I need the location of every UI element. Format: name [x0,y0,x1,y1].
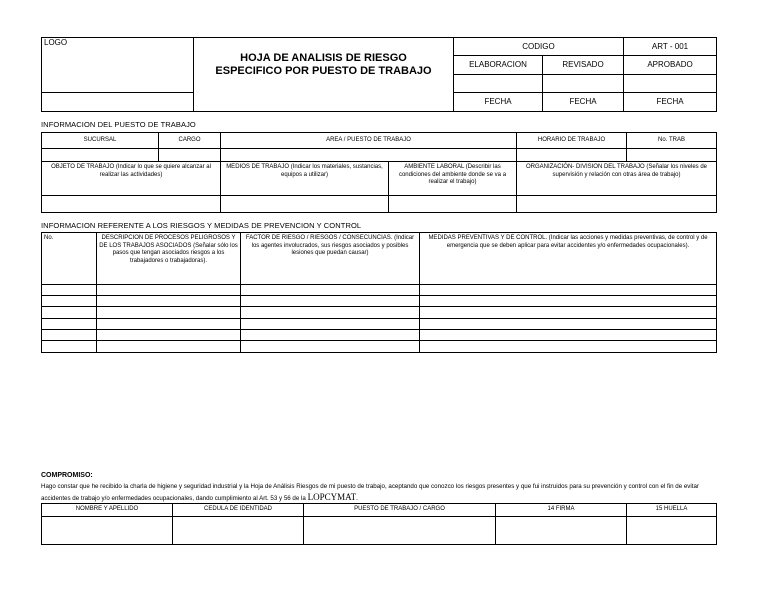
col-no: No. [42,233,97,285]
compromiso-title: COMPROMISO: [41,472,93,479]
objeto-label: OBJETO DE TRABAJO (Indicar lo que se quiere alcanzar al realizar las actividades) [42,162,221,196]
document-title [194,38,454,93]
riesgos-table [41,232,717,353]
title-line-2: ESPECIFICO POR PUESTO DE TRABAJO [215,65,432,78]
compromiso-end: . [356,495,358,502]
col-horario: HORARIO DE TRABAJO [517,133,627,149]
section-title-riesgos: INFORMACION REFERENTE A LOS RIESGOS Y MEDIDAS DE PREVENCION Y CONTROL [41,221,362,230]
sucursal-field [42,149,159,162]
organizacion-label: ORGANIZACIÓN- DIVISION DEL TRABAJO (Señalar los niveles de supervisión y relación con otras área de trabajo) [517,162,717,196]
huella-field [627,517,717,545]
table-row [42,296,97,307]
fecha-label-1: FECHA [454,93,543,112]
table-row [42,319,97,330]
medios-label: MEDIOS DE TRABAJO (Indicar los materiales, sustancias, equipos a utilizar) [221,162,389,196]
col-firma: 14 FIRMA [496,504,627,517]
puesto-field [304,517,496,545]
codigo-label: CODIGO [454,38,624,56]
no-trab-field [627,149,717,162]
col-nombre: NOMBRE Y APELLIDO [42,504,173,517]
title-bottom [194,93,454,112]
logo-label: LOGO [44,38,68,47]
table-row [42,285,97,296]
firma-table [41,503,717,545]
col-cedula: CEDULA DE IDENTIDAD [173,504,304,517]
compromiso-law: LOPCYMAT [307,492,357,502]
medios-field [221,196,389,213]
col-huella: 15 HUELLA [627,504,717,517]
horario-field [517,149,627,162]
logo-bottom [42,93,194,112]
title-line-1: HOJA DE ANALISIS DE RIESGO [240,52,407,65]
col-cargo: CARGO [159,133,221,149]
compromiso-text [41,481,721,504]
ambiente-field [389,196,517,213]
revisado-label: REVISADO [543,56,624,75]
area-field [221,149,517,162]
revisado-blank [543,75,624,93]
section-title-puesto: INFORMACION DEL PUESTO DE TRABAJO [41,120,196,129]
puesto-table [41,132,717,213]
cedula-field [173,517,304,545]
objeto-field [42,196,221,213]
aprobado-label: APROBADO [624,56,717,75]
header-table [41,37,717,112]
aprobado-blank [624,75,717,93]
col-sucursal: SUCURSAL [42,133,159,149]
table-row [42,341,97,353]
table-row [42,330,97,341]
fecha-label-3: FECHA [624,93,717,112]
codigo-value: ART - 001 [624,38,717,56]
nombre-field [42,517,173,545]
firma-field [496,517,627,545]
elaboracion-blank [454,75,543,93]
organizacion-field [517,196,717,213]
compromiso-body: Hago constar que he recibido la charla de higiene y seguridad industrial y la Hoja de Análisis Riesgos de mi puesto de trabajo, aceptando que conozco los riesgos presentes y que fui instruidos para su prevención y control con el fin de evitar accidentes de trabajo y/o enfermedades ocupacionales, dando cumplimiento al Art. 53 y 56 de la [41,483,699,502]
fecha-label-2: FECHA [543,93,624,112]
table-row [42,307,97,319]
col-no-trab: No. TRAB [627,133,717,149]
col-factor: FACTOR DE RIESGO / RIESGOS / CONSECUNCIAS. (Indicar los agentes involucrados, sus riesgos asociados y posibles lesiones que puedan causar) [241,233,420,285]
cargo-field [159,149,221,162]
col-medidas: MEDIDAS PREVENTIVAS Y DE CONTROL. (Indicar las acciones y medidas preventivas, de control y de emergencia que se deben aplicar para evitar accidentes y/o enfermedades ocupacionales). [420,233,717,285]
col-puesto: PUESTO DE TRABAJO / CARGO [304,504,496,517]
elaboracion-label: ELABORACION [454,56,543,75]
ambiente-label: AMBIENTE LABORAL (Describir las condiciones del ambiente donde se va a realizar el trabajo) [389,162,517,196]
col-descripcion: DESCRIPCION DE PROCESOS PELIGROSOS Y DE LOS TRABAJOS ASOCIADOS (Señalar sólo los pasos que tengan asociados riesgos a los trabajadores o trabajadoras). [97,233,241,285]
logo-placeholder [42,38,194,93]
col-area: AREA / PUESTO DE TRABAJO [221,133,517,149]
